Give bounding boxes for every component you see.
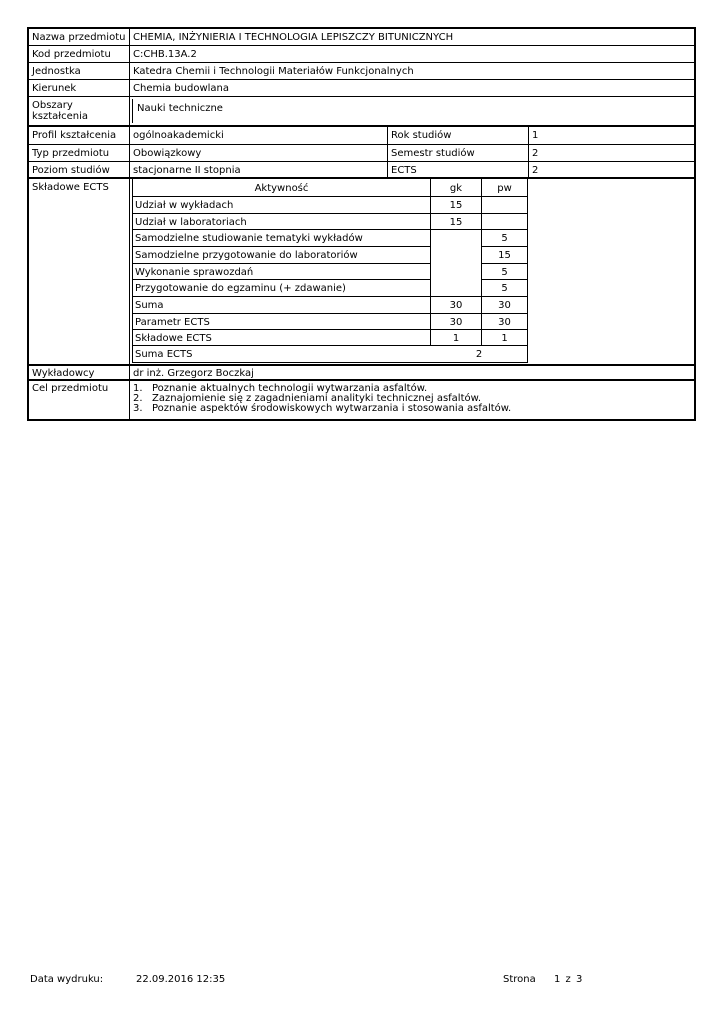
label-nazwa: Nazwa przedmiotu — [32, 32, 126, 43]
ects-row-line — [132, 329, 528, 330]
label-skladowe-ects: Składowe ECTS — [32, 182, 109, 193]
ects-row-line — [132, 313, 528, 314]
ects-row-gk: 30 — [449, 300, 463, 311]
label-obszary-line1: Obszary — [32, 100, 73, 111]
ects-row-gk: 15 — [449, 200, 463, 211]
ects-row-activity: Przygotowanie do egzaminu (+ zdawanie) — [135, 283, 346, 294]
ects-row-line — [481, 263, 528, 264]
ects-suma-label: Suma ECTS — [135, 349, 193, 360]
value-wykladowcy: dr inż. Grzegorz Boczkaj — [133, 368, 254, 379]
ects-col-line — [132, 179, 133, 363]
ects-row-line — [132, 362, 528, 363]
value-nazwa: CHEMIA, INŻYNIERIA I TECHNOLOGIA LEPISZCZY BITUNICZNYCH — [133, 32, 454, 43]
ects-suma-value: 2 — [475, 349, 483, 360]
goal-item: 2. Zaznajomienie się z zagadnieniami analityki technicznej asfaltów. — [133, 393, 482, 404]
ects-row-pw: 15 — [498, 250, 511, 261]
ects-row-line — [481, 279, 528, 280]
label-kod: Kod przedmiotu — [32, 49, 111, 60]
value-semestr: 2 — [532, 148, 539, 159]
label-obszary-line2: kształcenia — [32, 111, 89, 122]
ects-row-activity: Wykonanie sprawozdań — [135, 267, 254, 278]
value-kierunek: Chemia budowlana — [133, 83, 230, 94]
label-rok: Rok studiów — [391, 130, 452, 141]
ects-row-activity: Samodzielne studiowanie tematyki wykładów — [135, 233, 363, 244]
ects-header-activity: Aktywność — [254, 183, 309, 194]
label-column-divider — [129, 29, 130, 419]
label-ects: ECTS — [391, 165, 417, 176]
value-profil: ogólnoakademicki — [133, 130, 224, 141]
label-wykladowcy: Wykładowcy — [32, 368, 95, 379]
ects-row-activity: Suma — [135, 300, 164, 311]
label-semestr: Semestr studiów — [391, 148, 475, 159]
cell-border — [132, 99, 133, 123]
ects-row-activity: Udział w wykładach — [135, 200, 234, 211]
value-typ: Obowiązkowy — [133, 148, 202, 159]
print-date-label: Data wydruku: — [30, 974, 104, 985]
ects-row-line — [132, 213, 528, 214]
ects-row-pw: 5 — [501, 283, 508, 294]
value-jednostka: Katedra Chemii i Technologii Materiałów Funkcjonalnych — [133, 66, 414, 77]
ects-header-pw: pw — [497, 183, 512, 194]
col-divider — [387, 126, 388, 178]
goal-item: 3. Poznanie aspektów środowiskowych wytwarzania i stosowania asfaltów. — [133, 403, 512, 414]
ects-row-line — [132, 196, 528, 197]
page-label: Strona — [503, 974, 536, 985]
ects-row-line — [132, 229, 528, 230]
ects-row-activity: Udział w laboratoriach — [135, 217, 247, 228]
label-poziom: Poziom studiów — [32, 165, 110, 176]
ects-row-activity: Składowe ECTS — [135, 333, 212, 344]
label-kierunek: Kierunek — [32, 83, 77, 94]
ects-row-pw: 1 — [501, 333, 508, 344]
goals-list — [133, 384, 511, 414]
ects-row-pw: 5 — [501, 267, 508, 278]
ects-row-pw: 5 — [501, 233, 508, 244]
value-rok: 1 — [532, 130, 539, 141]
value-poziom: stacjonarne II stopnia — [133, 165, 241, 176]
label-typ: Typ przedmiotu — [32, 148, 110, 159]
ects-row-line — [132, 246, 430, 247]
ects-row-line — [132, 279, 430, 280]
ects-row-gk: 15 — [449, 217, 463, 228]
course-card — [27, 27, 696, 421]
ects-row-line — [481, 246, 528, 247]
ects-col-line — [527, 179, 528, 363]
label-jednostka: Jednostka — [32, 66, 81, 77]
ects-row-line — [132, 345, 528, 346]
ects-row-activity: Parametr ECTS — [135, 317, 210, 328]
value-kod: C:CHB.13A.2 — [133, 49, 197, 60]
ects-row-line — [132, 296, 528, 297]
label-profil: Profil kształcenia — [32, 130, 117, 141]
value-ects: 2 — [532, 165, 539, 176]
col-divider — [528, 126, 529, 178]
ects-row-activity: Samodzielne przygotowanie do laboratoriów — [135, 250, 358, 261]
ects-row-line — [132, 263, 430, 264]
ects-row-pw: 30 — [498, 300, 511, 311]
ects-header-gk: gk — [449, 183, 463, 194]
ects-row-gk: 1 — [452, 333, 460, 344]
ects-row-gk: 30 — [449, 317, 463, 328]
print-date-value: 22.09.2016 12:35 — [136, 974, 226, 985]
page-number: 1 z 3 — [554, 974, 583, 985]
ects-row-pw: 30 — [498, 317, 511, 328]
value-obszary: Nauki techniczne — [137, 103, 223, 114]
label-cel: Cel przedmiotu — [32, 383, 109, 394]
goal-item: 1. Poznanie aktualnych technologii wytwarzania asfaltów. — [133, 383, 428, 394]
